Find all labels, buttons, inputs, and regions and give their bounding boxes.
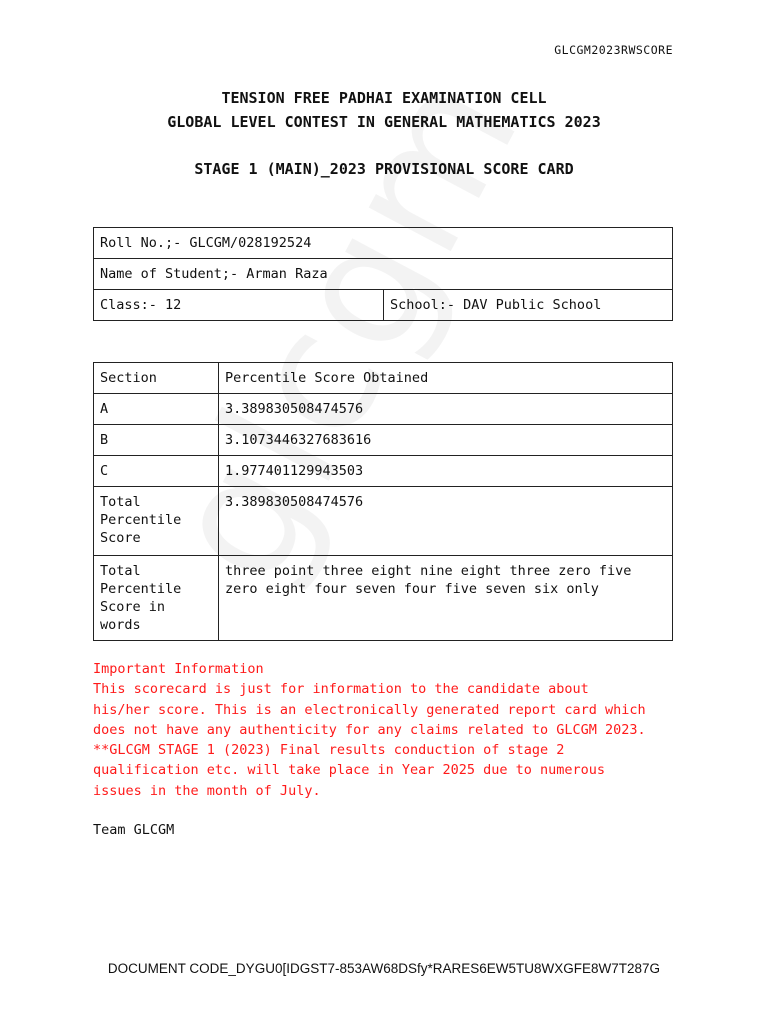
- table-row-total: [94, 487, 673, 556]
- notice-line: does not have any authenticity for any claims related to GLCGM 2023.: [93, 721, 646, 738]
- words-label: Total Percentile Score in words: [94, 556, 219, 641]
- total-label: Total Percentile Score: [94, 487, 219, 556]
- contest-title: GLOBAL LEVEL CONTEST IN GENERAL MATHEMATICS 2023: [167, 113, 601, 131]
- signoff: Team GLCGM: [93, 822, 175, 838]
- table-row: [94, 259, 673, 290]
- notice-line: his/her score. This is an electronically generated report card which: [93, 701, 646, 718]
- notice-title: Important Information: [93, 661, 264, 677]
- scorecard-title: STAGE 1 (MAIN)_2023 PROVISIONAL SCORE CARD: [194, 160, 574, 178]
- student-class: Class:- 12: [94, 290, 384, 321]
- table-row: [94, 425, 673, 456]
- table-row: [94, 394, 673, 425]
- important-notice: [93, 659, 693, 801]
- student-school: School:- DAV Public School: [384, 290, 673, 321]
- score-table: [93, 362, 673, 641]
- total-value: 3.389830508474576: [219, 487, 673, 556]
- table-row-words: [94, 556, 673, 641]
- score-cell: 3.1073446327683616: [219, 425, 673, 456]
- document-code: DOCUMENT CODE_DYGU0[IDGST7-853AW68DSfy*RARES6EW5TU8WXGFE8W7T287G: [107, 961, 661, 976]
- notice-line: **GLCGM STAGE 1 (2023) Final results conduction of stage 2: [93, 742, 565, 759]
- score-cell: 3.389830508474576: [219, 394, 673, 425]
- table-row: [94, 290, 673, 321]
- section-cell: A: [94, 394, 219, 425]
- student-name: Name of Student;- Arman Raza: [94, 259, 673, 290]
- column-header-percentile: Percentile Score Obtained: [219, 363, 673, 394]
- student-info-table: [93, 227, 673, 321]
- section-cell: B: [94, 425, 219, 456]
- notice-line: This scorecard is just for information to the candidate about: [93, 681, 589, 698]
- table-header-row: [94, 363, 673, 394]
- table-row: [94, 456, 673, 487]
- roll-number: Roll No.;- GLCGM/028192524: [94, 228, 673, 259]
- notice-line: issues in the month of July.: [93, 782, 321, 799]
- header-code: GLCGM2023RWSCORE: [554, 43, 673, 57]
- words-value: three point three eight nine eight three zero five zero eight four seven four five seven six only: [219, 556, 673, 641]
- org-title: TENSION FREE PADHAI EXAMINATION CELL: [221, 89, 547, 107]
- column-header-section: Section: [94, 363, 219, 394]
- section-cell: C: [94, 456, 219, 487]
- score-cell: 1.977401129943503: [219, 456, 673, 487]
- table-row: [94, 228, 673, 259]
- notice-line: qualification etc. will take place in Year 2025 due to numerous: [93, 762, 606, 779]
